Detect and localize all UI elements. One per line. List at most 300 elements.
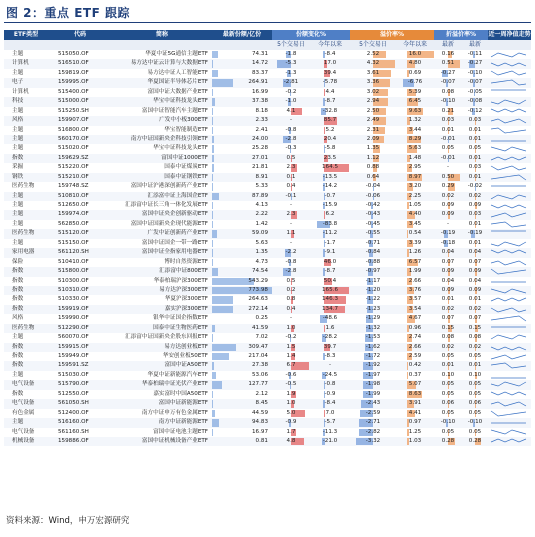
table-row [4,333,531,342]
share-change-ytd [310,144,350,153]
etf-code-value: 515210.OF [58,173,89,180]
etf-type [4,248,48,257]
etf-code [48,97,112,106]
discount-latest-2-value: -0.08 [467,98,483,105]
discount-latest-value: 0.04 [441,249,455,256]
share-change-5d-value: 0.4 [286,305,296,312]
premium-5d-value: 2.09 [366,135,380,142]
etf-share-value: 94.83 [251,419,268,426]
etf-type [4,277,48,286]
etf-type [4,305,48,314]
etf-type-value: 主题 [12,107,24,114]
etf-type [4,399,48,408]
etf-type-value: 指数 [12,343,24,350]
table-row [4,277,531,286]
etf-name-value: 汇添富中证长三角一体化发展ETF [125,202,208,208]
table-row [4,409,531,418]
etf-name-value: 华宝智能制造ETF [164,126,208,133]
etf-name [112,428,212,437]
premium-5d [350,267,396,276]
discount-latest-value: 0.01 [441,296,455,303]
table-row [4,390,531,399]
etf-type [4,97,48,106]
premium-5d [350,248,396,257]
etf-share-value: 7.02 [255,334,268,341]
etf-share-value: 543.29 [248,277,268,284]
table-row [4,352,531,361]
share-bar [212,136,214,143]
discount-latest-2 [462,69,488,78]
etf-name-value: 富国中证大数据产业ETF [147,88,208,95]
etf-name [112,399,212,408]
share-change-ytd [310,229,350,238]
share-change-ytd [310,59,350,68]
discount-latest [434,399,462,408]
etf-share-value: 37.38 [251,98,268,105]
discount-latest [434,371,462,380]
share-change-5d-value: -0.6 [285,371,297,378]
premium-5d [350,239,396,248]
discount-latest-2 [462,182,488,191]
share-change-ytd-value: -11.3 [322,428,338,435]
share-change-5d [272,361,310,370]
etf-name [112,154,212,163]
etf-type-value: 主题 [12,202,24,208]
premium-ytd-value: 1.05 [408,202,422,208]
premium-ytd [396,409,434,418]
premium-5d [350,409,396,418]
discount-latest [434,192,462,201]
discount-latest-2 [462,361,488,370]
discount-latest-2-value: 0.05 [468,353,482,359]
etf-type-value: 主题 [12,239,24,246]
etf-share-value: 74.31 [251,51,268,57]
discount-latest [434,107,462,116]
etf-name-value: 南方中证新能源ETF [158,419,208,426]
discount-latest-2-value: 0.15 [468,324,482,331]
premium-ytd [396,97,434,106]
discount-latest-value: 0.04 [441,277,455,284]
discount-latest-2-value: -0.05 [467,88,483,95]
discount-latest-2-value: 0.02 [468,192,482,199]
premium-ytd-value: 5.63 [408,145,422,152]
etf-type [4,173,48,182]
share-change-5d [272,201,310,210]
etf-share [212,305,272,314]
etf-name [112,69,212,78]
etf-share [212,182,272,191]
trend-sparkline [488,50,531,59]
premium-ytd [396,361,434,370]
share-change-ytd-value: 23.5 [323,154,337,161]
etf-share [212,324,272,333]
share-change-5d [272,220,310,229]
discount-latest [434,409,462,418]
table-row [4,220,531,229]
share-change-5d [272,418,310,427]
discount-latest-2 [462,116,488,125]
share-change-5d [272,210,310,219]
etf-name-value: 汇添富中证国新央企股东回报ETF [125,334,208,341]
discount-latest-2-value: 0.05 [468,409,482,416]
etf-type-value: 医药生物 [12,183,35,190]
share-change-ytd [310,333,350,342]
trend-sparkline [488,361,531,370]
etf-type [4,154,48,163]
discount-latest-2-value: 0.28 [468,437,482,444]
etf-share-value: 127.77 [248,381,268,388]
etf-type [4,163,48,172]
etf-code [48,173,112,182]
premium-5d [350,201,396,210]
premium-ytd-value: 0.54 [408,230,422,237]
share-change-ytd [310,305,350,314]
discount-latest [434,267,462,276]
etf-code [48,163,112,172]
share-bar [212,344,236,351]
table-row [4,97,531,106]
share-change-5d [272,116,310,125]
share-change-5d-value: -0.2 [285,334,297,341]
discount-latest-value: 0.15 [441,324,455,331]
discount-latest-2-value: 0.09 [468,202,482,208]
etf-code [48,314,112,323]
etf-code [48,399,112,408]
premium-5d-value: -2.43 [365,400,381,407]
etf-code-value: 515400.OF [58,88,89,95]
premium-ytd-value: 6.45 [408,98,422,105]
premium-ytd-value: 1.25 [408,428,422,435]
premium-ytd [396,50,434,59]
share-change-5d [272,126,310,135]
discount-latest-2-value: 0.01 [468,154,482,161]
etf-name-value: 博时自然资源ETF [164,258,208,265]
trend-sparkline [488,229,531,238]
share-change-ytd [310,97,350,106]
trend-sparkline [488,267,531,276]
discount-latest-value: -0.01 [440,135,456,142]
share-change-ytd [310,154,350,163]
share-change-ytd [310,277,350,286]
share-change-ytd-value: 39.4 [323,69,337,76]
share-change-ytd-value: -15.9 [322,202,338,208]
discount-latest [434,314,462,323]
share-bar [212,410,215,417]
share-change-ytd [310,286,350,295]
header-row-groups [4,30,531,40]
etf-share [212,163,272,172]
premium-5d [350,437,396,446]
share-change-ytd-value: 4.4 [325,88,335,95]
etf-name-value: 富国中证国企一带一路ETF [141,239,208,246]
premium-ytd-value: 5.07 [408,381,422,388]
share-bar [212,429,213,436]
discount-latest-2 [462,286,488,295]
etf-name [112,361,212,370]
discount-latest-2-value: 0.01 [468,220,482,227]
premium-ytd-value: 4.67 [408,315,422,322]
table-row [4,59,531,68]
etf-code-value: 515000.OF [58,98,89,105]
etf-code [48,295,112,304]
etf-share-value: 8.18 [255,107,268,114]
etf-share-value: 87.89 [251,192,268,199]
premium-ytd [396,239,434,248]
etf-share [212,361,272,370]
share-bar [212,70,218,77]
discount-latest [434,173,462,182]
etf-code [48,361,112,370]
discount-latest-2-value: 0.03 [468,117,482,124]
etf-type [4,324,48,333]
share-change-ytd-value: -28.2 [322,334,338,341]
discount-latest-2 [462,88,488,97]
discount-latest [434,116,462,125]
etf-type-value: 主题 [12,69,24,76]
share-change-5d [272,69,310,78]
etf-name [112,88,212,97]
etf-code [48,220,112,229]
etf-code [48,135,112,144]
etf-share [212,239,272,248]
etf-share [212,314,272,323]
discount-latest-2-value: 0.05 [468,145,482,152]
etf-type-value: 指数 [12,305,24,312]
share-change-5d-value: 0.4 [286,183,296,190]
etf-name [112,352,212,361]
etf-name [112,295,212,304]
discount-latest-2 [462,409,488,418]
table-row [4,154,531,163]
discount-latest-value: 0.05 [441,353,455,359]
discount-latest-2 [462,333,488,342]
etf-name [112,78,212,87]
share-change-ytd [310,295,350,304]
discount-latest-2 [462,399,488,408]
discount-latest [434,428,462,437]
etf-code-value: 159990.OF [58,315,89,322]
premium-5d [350,258,396,267]
header-name: 简称 [112,30,212,40]
premium-ytd-value: 0.97 [408,419,422,426]
premium-ytd [396,343,434,352]
etf-type-value: 科技 [12,98,24,105]
premium-5d [350,69,396,78]
share-bar [212,155,214,162]
discount-latest-2 [462,305,488,314]
discount-latest-value: 0.08 [441,88,455,95]
etf-share-value: 4.13 [255,202,268,208]
share-change-ytd [310,116,350,125]
etf-share [212,343,272,352]
etf-code [48,239,112,248]
etf-name [112,333,212,342]
premium-5d-value: -1.22 [365,296,381,303]
share-bar [212,372,216,379]
etf-code-value: 515250.SH [58,107,89,114]
header-trend: 近一周净值走势 [488,31,531,38]
share-bar [212,353,229,360]
discount-latest-2-value: 0.09 [468,286,482,293]
premium-ytd [396,333,434,342]
discount-latest-2 [462,78,488,87]
share-change-5d [272,352,310,361]
premium-ytd [396,201,434,210]
discount-latest-value: 0.16 [441,51,455,57]
etf-name-value: 华夏中证5G通信主题ETF [145,51,208,57]
discount-latest-2-value: 0.07 [468,258,482,265]
discount-latest-value: 0.50 [441,173,455,180]
discount-latest-2-value: 0.02 [468,305,482,312]
share-change-ytd [310,409,350,418]
trend-sparkline [488,324,531,333]
trend-sparkline [488,239,531,248]
discount-latest-value: 0.09 [441,268,455,275]
etf-type [4,116,48,125]
discount-latest-2-value: -0.27 [467,60,483,67]
discount-latest [434,229,462,238]
etf-code [48,343,112,352]
premium-5d-value: 3.61 [366,69,380,76]
etf-share-value: 8.91 [255,173,268,180]
etf-name-value: 富国中证机械设备产业ETF [141,437,208,444]
etf-type [4,390,48,399]
table-row [4,380,531,389]
discount-latest-value: 0.29 [441,183,455,190]
premium-5d [350,210,396,219]
share-change-ytd [310,343,350,352]
etf-share [212,333,272,342]
etf-name [112,409,212,418]
discount-latest [434,144,462,153]
etf-code [48,333,112,342]
trend-sparkline [488,399,531,408]
share-change-ytd [310,220,350,229]
share-change-5d-value: - [289,117,293,124]
discount-latest-value: -0.18 [440,239,456,246]
etf-type-value: 风格 [12,315,24,322]
premium-5d-value: -0.04 [365,183,381,190]
etf-code [48,258,112,267]
header-type: ETF类型 [4,30,48,40]
etf-name [112,390,212,399]
share-change-5d-value: -1.0 [285,98,297,105]
premium-ytd [396,220,434,229]
premium-5d-value: 2.52 [366,51,380,57]
etf-code-value: 515030.OF [58,371,89,378]
premium-ytd [396,59,434,68]
etf-share [212,409,272,418]
etf-share [212,267,272,276]
premium-5d [350,107,396,116]
share-change-ytd [310,88,350,97]
discount-latest-value: 0.07 [441,258,455,265]
share-change-5d [272,399,310,408]
premium-5d-value: 1.12 [366,154,380,161]
etf-share [212,352,272,361]
etf-share-value: 74.54 [251,268,268,275]
table-row [4,428,531,437]
share-change-ytd [310,380,350,389]
premium-ytd-value: 2.74 [408,334,422,341]
discount-latest-2-value: 0.01 [468,126,482,133]
share-change-ytd-value: -5.8 [324,145,336,152]
discount-latest-2 [462,59,488,68]
discount-latest-value: -0.10 [440,98,456,105]
trend-sparkline [488,333,531,342]
discount-latest [434,258,462,267]
premium-ytd [396,173,434,182]
discount-latest [434,50,462,59]
share-change-5d [272,97,310,106]
etf-code-value: 561050.SH [58,400,89,407]
etf-share [212,88,272,97]
etf-name-value: 富国中证新能源ETF [158,400,208,407]
etf-type-value: 保险 [12,258,24,265]
table-row [4,399,531,408]
premium-ytd [396,69,434,78]
share-change-ytd-bar [324,127,325,134]
etf-type [4,314,48,323]
discount-latest [434,126,462,135]
etf-share-value: 2.12 [255,390,268,397]
discount-latest [434,69,462,78]
etf-code [48,107,112,116]
share-change-ytd-value: -8.3 [324,353,336,359]
share-change-ytd [310,135,350,144]
premium-ytd [396,305,434,314]
premium-5d-value: -1.23 [365,305,381,312]
premium-ytd-value: 9.63 [408,107,422,114]
etf-share [212,210,272,219]
table-row [4,239,531,248]
etf-name-value: 银华中证国企指数ETF [153,315,208,322]
premium-ytd [396,192,434,201]
etf-share [212,229,272,238]
discount-latest-2-value: -0.07 [467,79,483,86]
etf-type-value: 电子 [12,79,24,86]
etf-name-value: 富国中证1000ETF [161,154,208,161]
header-s1: 5个交易日 [277,41,305,48]
etf-code-value: 510300.OF [58,277,89,284]
trend-sparkline [488,97,531,106]
etf-name-value: 富国中证沪港深创新药产业ETF [130,183,208,190]
share-change-5d-value: - [289,202,293,208]
premium-ytd [396,154,434,163]
trend-sparkline [488,286,531,295]
etf-share [212,220,272,229]
discount-latest [434,352,462,361]
discount-latest-2-value: 0.01 [468,362,482,369]
premium-5d [350,324,396,333]
table-row [4,78,531,87]
premium-ytd-value: 1.48 [408,154,422,161]
etf-name-value: 华宝中证科技龙头ETF [153,145,208,152]
table-row [4,343,531,352]
title-divider [4,22,531,23]
etf-code [48,144,112,153]
share-change-5d [272,295,310,304]
trend-sparkline [488,380,531,389]
etf-code-value: 560170.OF [58,135,89,142]
etf-code-value: 159995.OF [58,79,89,86]
discount-latest [434,220,462,229]
premium-ytd-value: 5.39 [408,88,422,95]
share-change-ytd-value: -32.8 [322,107,338,114]
etf-share-value: 16.99 [251,88,268,95]
discount-latest-2 [462,352,488,361]
share-change-ytd-value: 7.0 [325,409,335,416]
